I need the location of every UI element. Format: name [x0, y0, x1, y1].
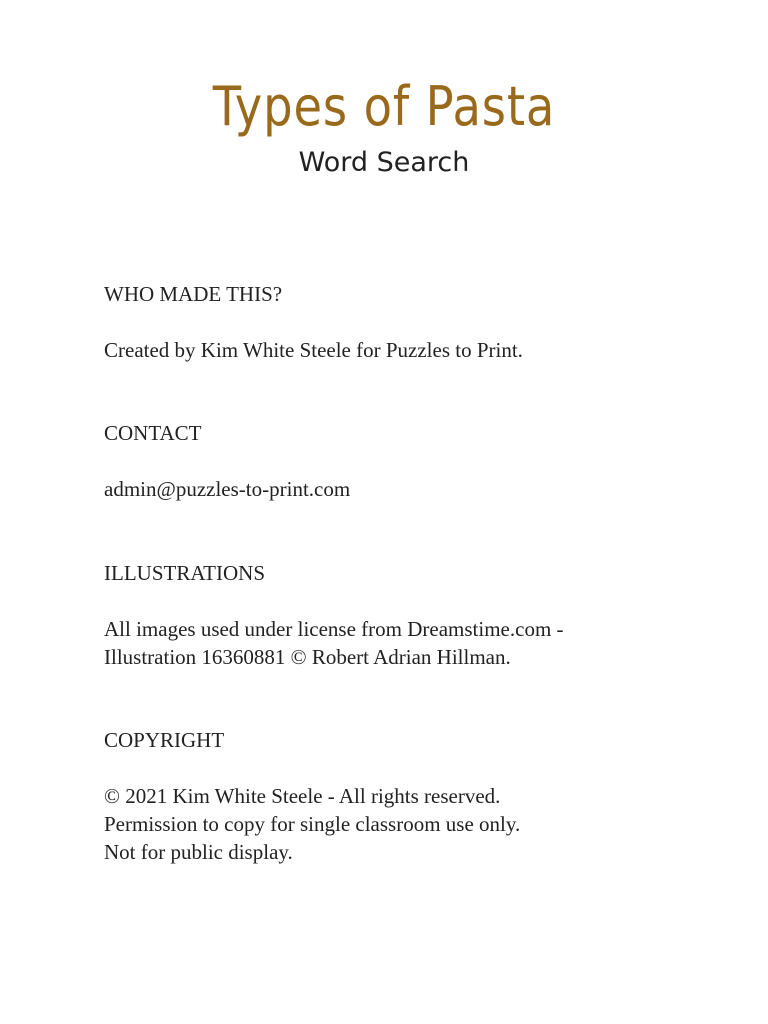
- copyright-text: [104, 782, 704, 866]
- who-made-this-heading: WHO MADE THIS?: [104, 282, 283, 306]
- illustrations-line-1: All images used under license from Dreamstime.com -: [104, 617, 564, 641]
- contact-heading: CONTACT: [104, 421, 202, 445]
- illustrations-heading: ILLUSTRATIONS: [104, 561, 265, 585]
- copyright-line-3: Not for public display.: [104, 840, 293, 864]
- copyright-line-2: Permission to copy for single classroom use only.: [104, 812, 521, 836]
- page-title: Types of Pasta: [212, 75, 556, 138]
- copyright-line-1: © 2021 Kim White Steele - All rights reserved.: [104, 784, 501, 808]
- illustrations-text: [104, 615, 704, 671]
- illustrations-line-2: Illustration 16360881 © Robert Adrian Hillman.: [104, 645, 511, 669]
- who-made-this-text: Created by Kim White Steele for Puzzles to Print.: [104, 338, 523, 362]
- contact-email: admin@puzzles-to-print.com: [104, 477, 351, 501]
- page-subtitle: Word Search: [298, 147, 470, 178]
- copyright-heading: COPYRIGHT: [104, 728, 225, 752]
